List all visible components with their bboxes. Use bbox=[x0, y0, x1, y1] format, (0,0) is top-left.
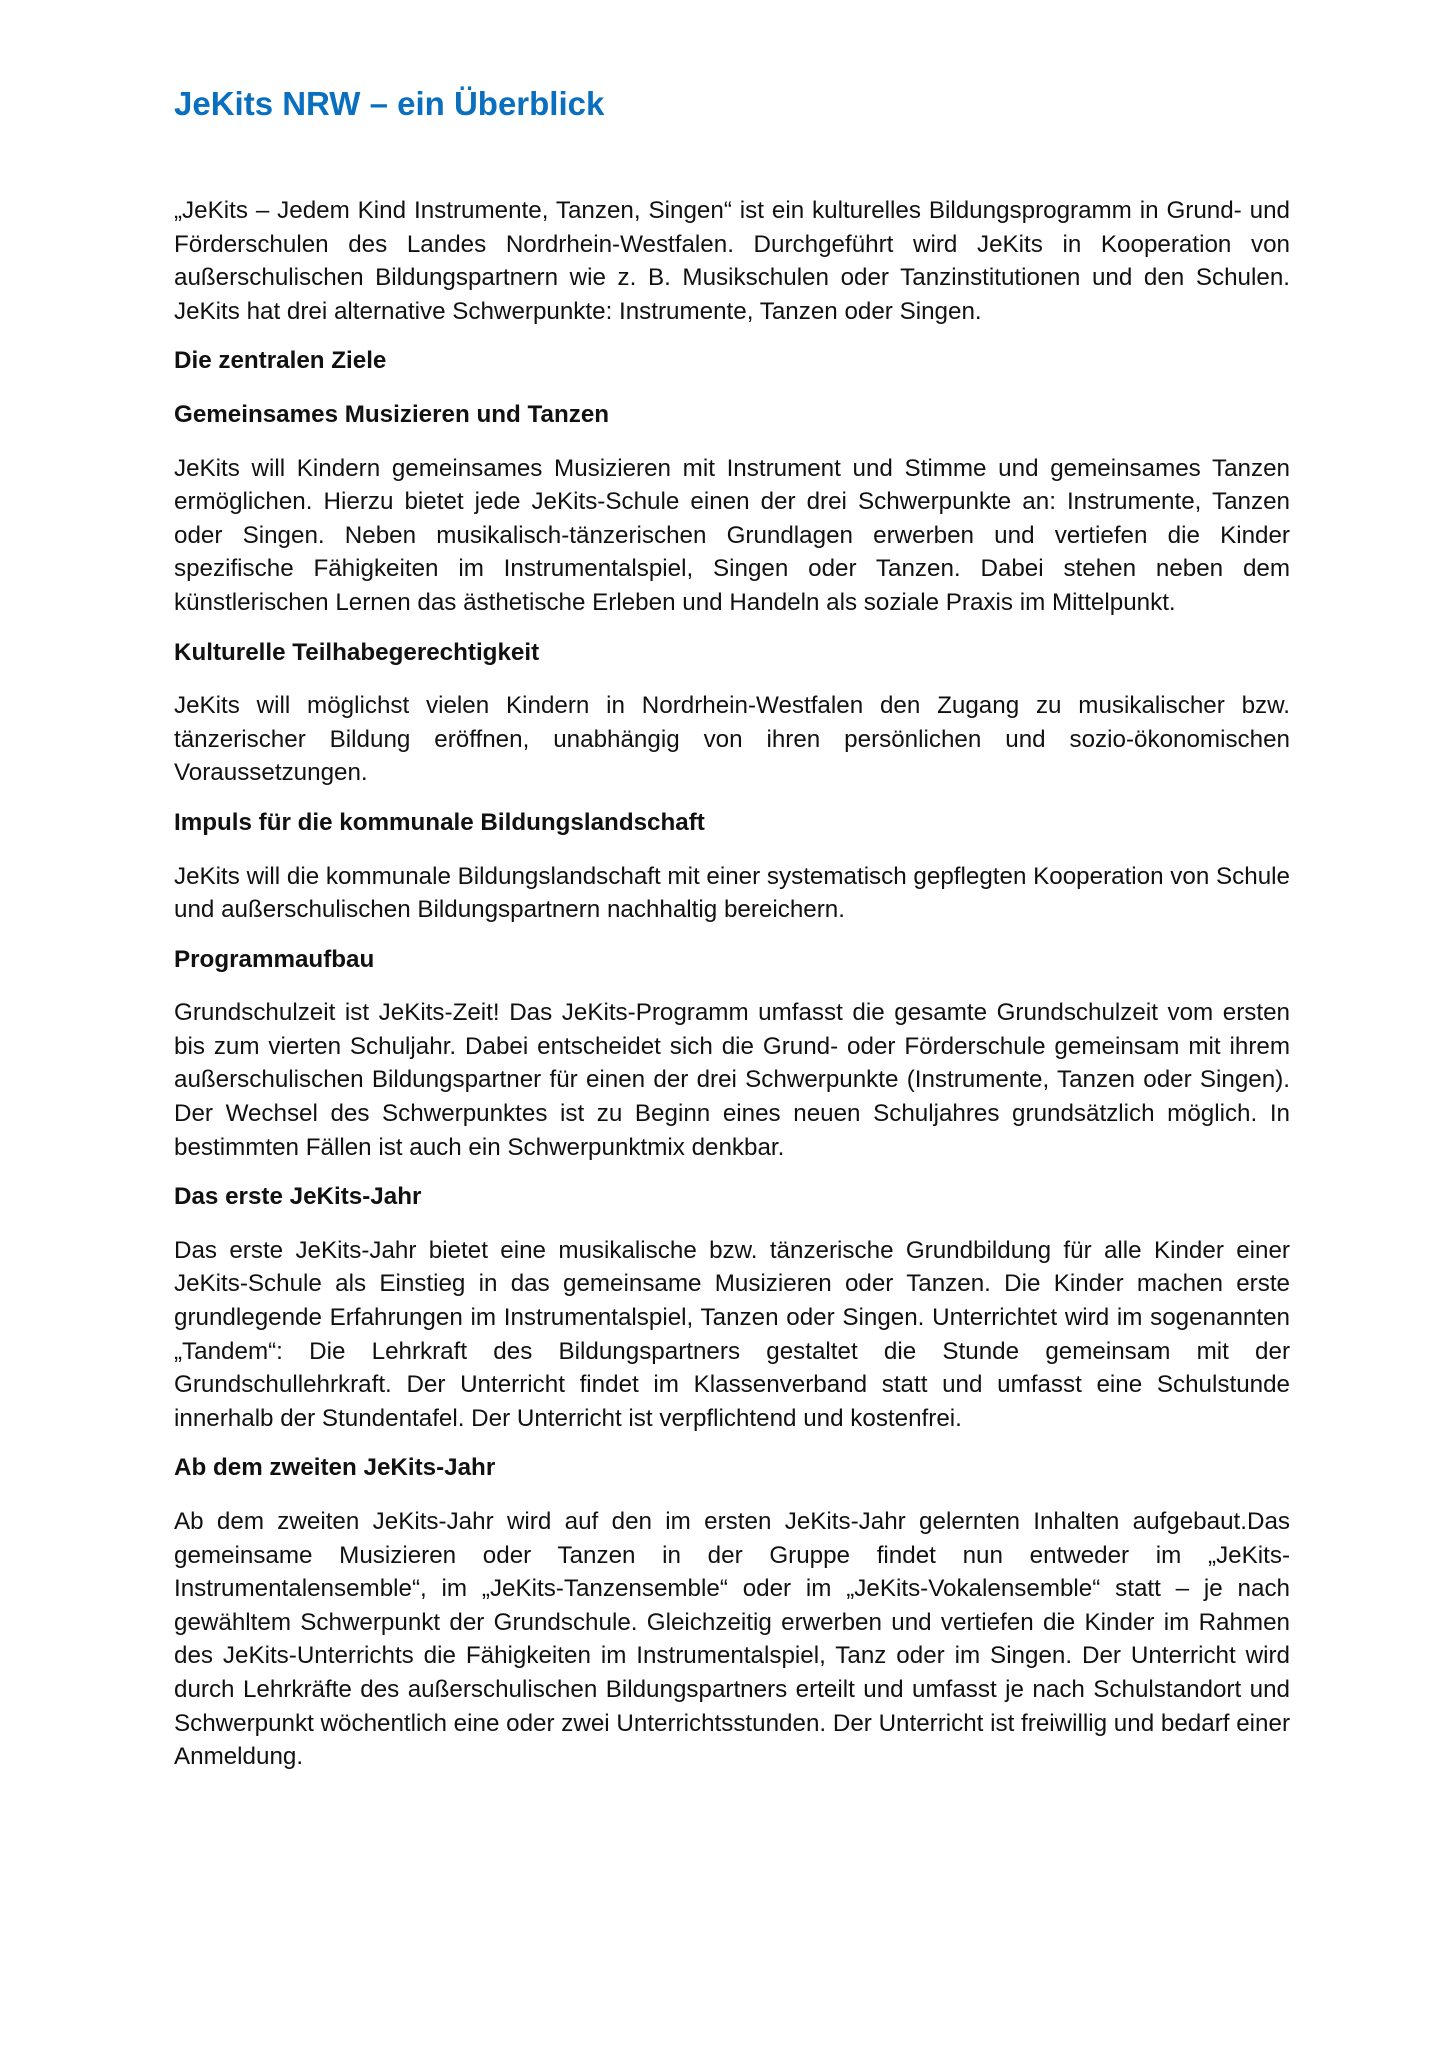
intro-paragraph: „JeKits – Jedem Kind Instrumente, Tanzen, Singen“ ist ein kulturelles Bildungsprogramm in Grund- und Förderschulen des Landes Nordrhein-Westfalen. Durchgeführt wird JeKits in Kooperation von außerschulischen Bildungspartnern wie z. B. Musikschulen oder Tanzinstitutionen und den Schulen. JeKits hat drei alternative Schwerpunkte: Instrumente, Tanzen oder Singen. bbox=[174, 197, 1290, 325]
section-text-music-dance: JeKits will Kindern gemeinsames Musizieren mit Instrument und Stimme und gemeinsames Tanzen ermöglichen. Hierzu bietet jede JeKits-Schule einen der drei Schwerpunkte an: Instrumente, Tanzen oder Singen. Neben musikalisch-tänzerischen Grundlagen erwerben und vertiefen die Kinder spezifische Fähigkeiten im Instrumentalspiel, Singen oder Tanzen. Dabei stehen neben dem künstlerischen Lernen das ästhetische Erleben und Handeln als soziale Praxis im Mittelpunkt. bbox=[174, 454, 1290, 616]
section-text-first-year: Das erste JeKits-Jahr bietet eine musikalische bzw. tänzerische Grundbildung für alle Kinder einer JeKits-Schule als Einstieg in das gemeinsame Musizieren oder Tanzen. Die Kinder machen erste grundlegende Erfahrungen im Instrumentalspiel, Tanzen oder Singen. Unterrichtet wird im sogenannten „Tandem“: Die Lehrkraft des Bildungspartners gestaltet die Stunde gemeinsam mit der Grundschullehrkraft. Der Unterricht findet im Klassenverband statt und umfasst eine Schulstunde innerhalb der Stundentafel. Der Unterricht ist verpflichtend und kostenfrei. bbox=[174, 1236, 1290, 1432]
section-heading-education-landscape: Impuls für die kommunale Bildungslandschaft bbox=[174, 808, 705, 836]
section-heading-second-year: Ab dem zweiten JeKits-Jahr bbox=[174, 1454, 496, 1482]
section-heading-first-year: Das erste JeKits-Jahr bbox=[174, 1183, 422, 1211]
section-heading-music-dance: Gemeinsames Musizieren und Tanzen bbox=[174, 400, 610, 428]
section-text-second-year: Ab dem zweiten JeKits-Jahr wird auf den im ersten JeKits-Jahr gelernten Inhalten aufgebaut.Das gemeinsame Musizieren oder Tanzen in der Gruppe findet nun entweder im „JeKits-Instrumentalensemble“, im „JeKits-Tanzensemble“ oder im „JeKits-Vokalensemble“ statt – je nach gewähltem Schwerpunkt der Grundschule. Gleichzeitig erwerben und vertiefen die Kinder im Rahmen des JeKits-Unterrichts die Fähigkeiten im Instrumentalspiel, Tanz oder im Singen. Der Unterricht wird durch Lehrkräfte des außerschulischen Bildungspartners erteilt und umfasst je nach Schulstandort und Schwerpunkt wöchentlich eine oder zwei Unterrichtsstunden. Der Unterricht ist freiwillig und bedarf einer Anmeldung. bbox=[174, 1508, 1290, 1771]
document-body bbox=[174, 194, 1290, 1790]
section-heading-participation: Kulturelle Teilhabegerechtigkeit bbox=[174, 638, 540, 666]
section-heading-program-structure: Programmaufbau bbox=[174, 945, 375, 973]
section-text-participation: JeKits will möglichst vielen Kindern in Nordrhein-Westfalen den Zugang zu musikalischer bzw. tänzerischer Bildung eröffnen, unabhängig von ihren persönlichen und sozio-ökonomischen Voraussetzungen. bbox=[174, 692, 1290, 787]
document-title: JeKits NRW – ein Überblick bbox=[174, 85, 605, 122]
section-heading-goals: Die zentralen Ziele bbox=[174, 347, 387, 375]
section-text-education-landscape: JeKits will die kommunale Bildungslandschaft mit einer systematisch gepflegten Kooperation von Schule und außerschulischen Bildungspartnern nachhaltig bereichern. bbox=[174, 862, 1290, 924]
section-text-program-structure: Grundschulzeit ist JeKits-Zeit! Das JeKits-Programm umfasst die gesamte Grundschulzeit vom ersten bis zum vierten Schuljahr. Dabei entscheidet sich die Grund- oder Förderschule gemeinsam mit ihrem außerschulischen Bildungspartner für einen der drei Schwerpunkte (Instrumente, Tanzen oder Singen). Der Wechsel des Schwerpunktes ist zu Beginn eines neuen Schuljahres grundsätzlich möglich. In bestimmten Fällen ist auch ein Schwerpunktmix denkbar. bbox=[174, 999, 1290, 1161]
